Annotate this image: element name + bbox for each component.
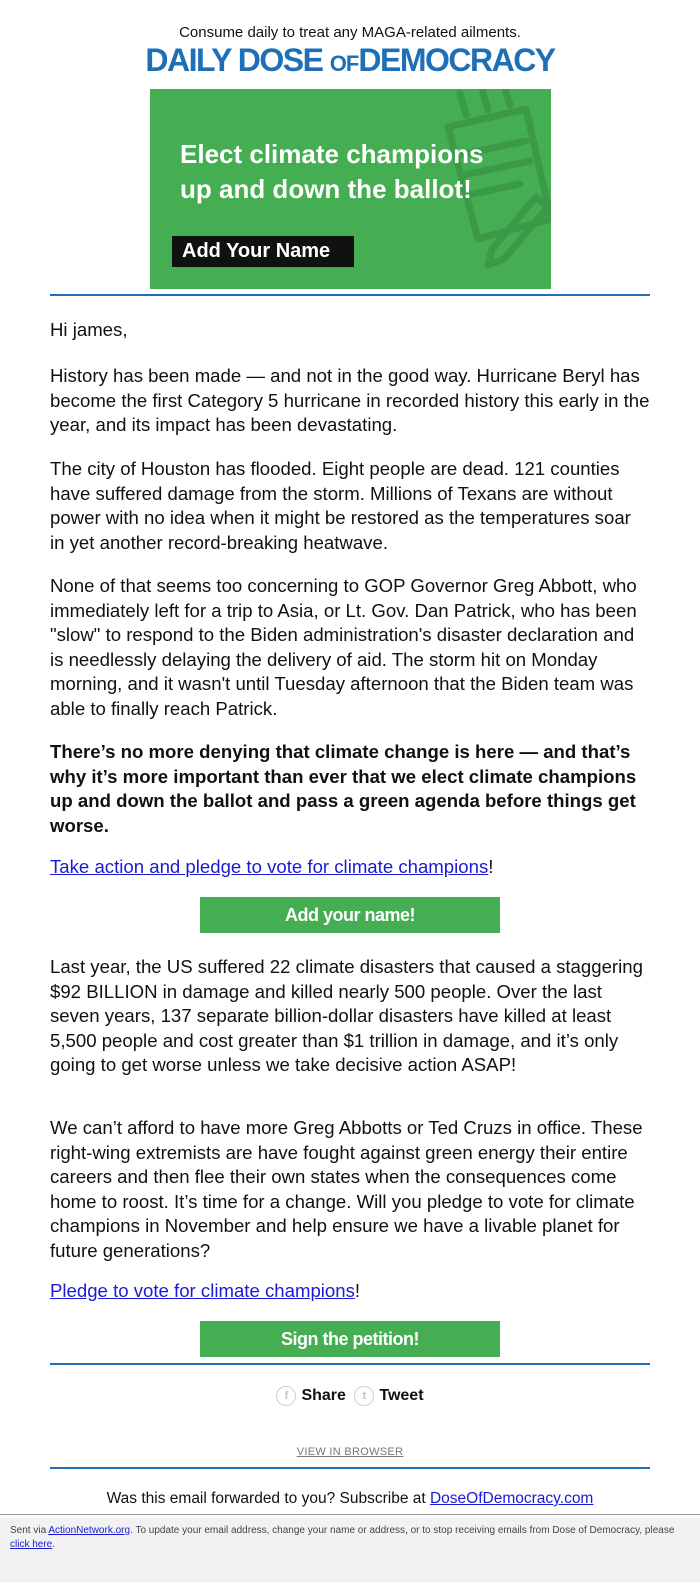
climate-champions-banner[interactable] [150, 89, 551, 289]
tagline: Consume daily to treat any MAGA-related ailments. [179, 24, 521, 41]
banner-add-your-name-button[interactable]: Add Your Name [172, 236, 354, 267]
paragraph-3: None of that seems too concerning to GOP Governor Greg Abbott, who immediately left for a trip to Asia, or Lt. Gov. Dan Patrick, who has been "slow" to respond to the Biden administration's disaster declaration and is needlessly delaying the delivery of aid. The storm hit on Monday morning, and it wasn't until Tuesday afternoon that the Biden team was able to finally reach Patrick. [50, 575, 637, 719]
click-here-link[interactable]: click here [10, 1539, 53, 1550]
logo-word-dose: DOSE [237, 42, 323, 78]
link-2-suffix: ! [354, 1280, 361, 1301]
pledge-link-line-2 [50, 1279, 650, 1303]
logo-word-of: OF [329, 51, 359, 76]
forward-text: Was this email forwarded to you? Subscribe at [106, 1490, 430, 1507]
take-action-pledge-link[interactable]: Take action and pledge to vote for climate champions [50, 856, 489, 877]
twitter-icon: t [354, 1386, 374, 1406]
banner-headline-line-2: up and down the ballot! [180, 174, 472, 204]
pledge-link-line-1 [50, 855, 650, 879]
view-in-browser-link[interactable]: VIEW IN BROWSER [296, 1446, 404, 1458]
twitter-tweet-button[interactable] [354, 1386, 423, 1406]
facebook-icon: f [276, 1386, 296, 1406]
sign-the-petition-button[interactable]: Sign the petition! [200, 1321, 500, 1357]
logo-word-democracy: DEMOCRACY [358, 42, 555, 78]
greeting: Hi james, [50, 319, 128, 340]
paragraph-6: We can’t afford to have more Greg Abbotts or Ted Cruzs in office. These right-wing extremists are have fought against green energy their entire careers and then flee their own states when the consequences come home to roost. It’s time for a change. Will you pledge to vote for climate champions in November and help ensure we have a livable planet for future generations? [50, 1117, 643, 1261]
facebook-share-button[interactable] [276, 1386, 345, 1406]
paragraph-5: Last year, the US suffered 22 climate disasters that caused a staggering $92 BILLION in damage and killed nearly 500 people. Over the last seven years, 137 separate billion-dollar disasters have killed at least 5,500 people and cost greater than $1 trillion in damage, and it’s only going to get worse unless we take decisive action ASAP! [50, 956, 643, 1075]
footer-divider [0, 1514, 700, 1515]
share-label: Share [301, 1387, 346, 1404]
paragraph-2: The city of Houston has flooded. Eight people are dead. 121 counties have suffered damage from the storm. Millions of Texans are without power with no idea when it might be restored as the temperatures soar in yet another record-breaking heatwave. [50, 458, 631, 553]
footer-prefix: Sent via [10, 1525, 49, 1536]
logo-word-daily: DAILY [145, 42, 231, 78]
paragraph-1: History has been made — and not in the good way. Hurricane Beryl has become the first Category 5 hurricane in recorded history this early in the year, and its impact has been devastating. [50, 365, 650, 435]
share-divider-top [50, 1363, 650, 1365]
tweet-label: Tweet [379, 1387, 424, 1404]
add-your-name-button[interactable]: Add your name! [200, 897, 500, 933]
daily-dose-of-democracy-logo[interactable] [0, 42, 700, 79]
subscribe-link[interactable]: DoseOfDemocracy.com [429, 1490, 594, 1507]
forward-notice [0, 1490, 700, 1508]
paragraph-4-bold-text: There’s no more denying that climate change is here — and that’s why it’s more important than ever that we elect climate champions up and down the ballot and pass a green agenda before things get worse. [50, 741, 637, 836]
footer [0, 1518, 700, 1582]
header-divider [50, 294, 650, 296]
footer-middle: . To update your email address, change your name or address, or to stop receiving emails from Dose of Democracy, please [130, 1525, 675, 1536]
forward-divider [50, 1467, 650, 1469]
link-1-suffix: ! [488, 856, 494, 877]
paragraph-4-bold [50, 740, 650, 838]
banner-headline-line-1: Elect climate champions [180, 139, 484, 169]
pledge-to-vote-link[interactable]: Pledge to vote for climate champions [50, 1280, 355, 1301]
footer-suffix: . [52, 1539, 56, 1550]
share-row [0, 1386, 700, 1406]
banner-headline [180, 137, 540, 207]
actionnetwork-link[interactable]: ActionNetwork.org [48, 1525, 131, 1536]
